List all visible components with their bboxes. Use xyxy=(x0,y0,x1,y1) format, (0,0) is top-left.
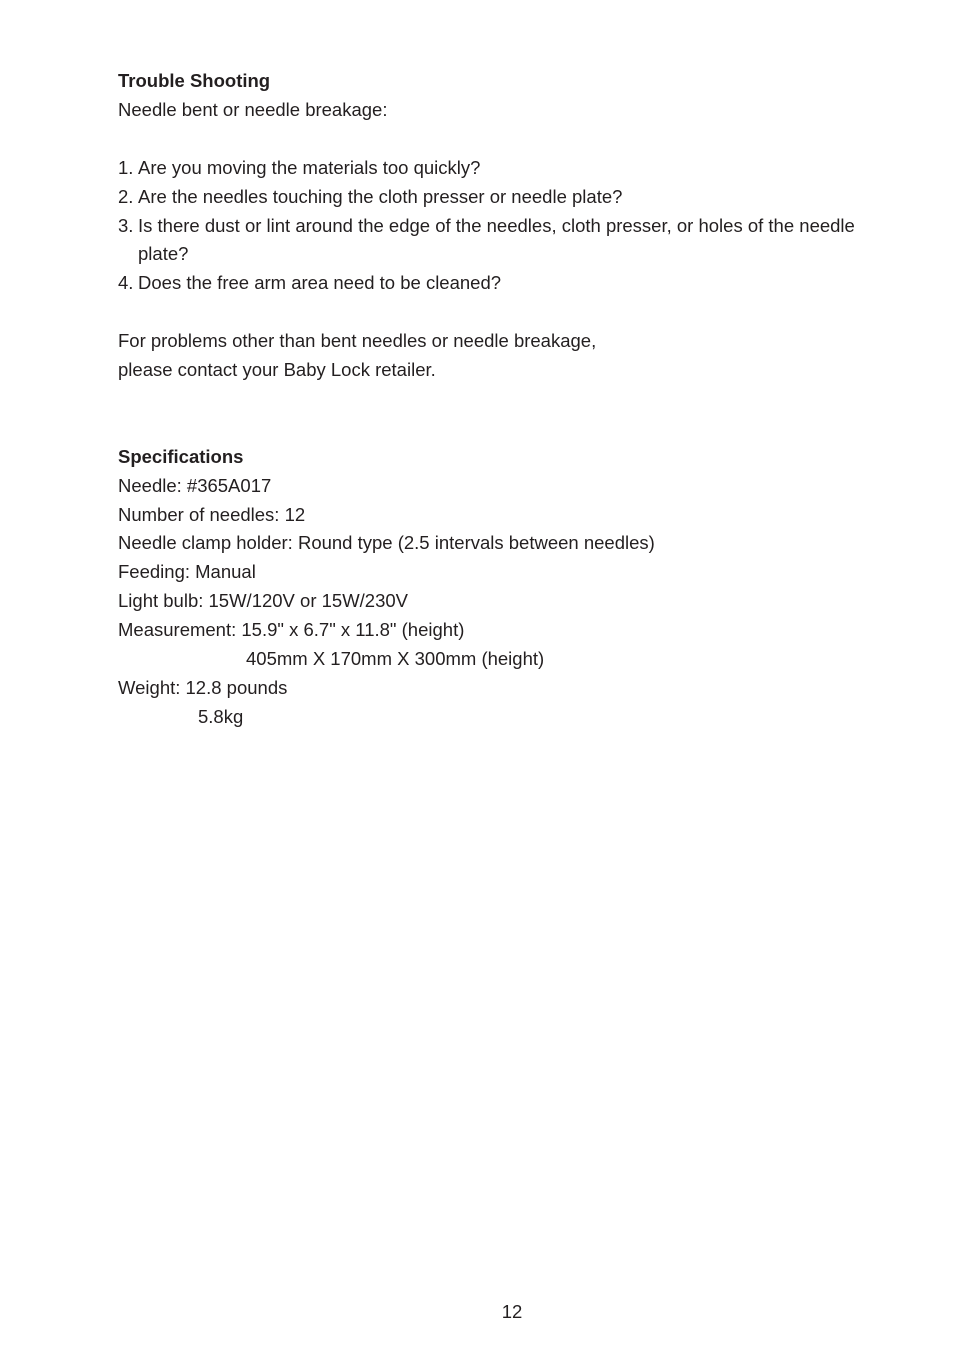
list-item-text: Does the free arm area need to be cleaned? xyxy=(138,272,502,294)
spec-light-bulb: Light bulb: 15W/120V or 15W/230V xyxy=(118,590,409,612)
list-item xyxy=(118,183,898,212)
page-number: 12 xyxy=(501,1301,523,1322)
trouble-intro: Needle bent or needle breakage: xyxy=(118,98,388,120)
list-item-number: 3. xyxy=(118,214,134,236)
specifications-section xyxy=(118,443,898,732)
trouble-note-line-1: For problems other than bent needles or needle breakage, xyxy=(118,330,597,352)
spacer xyxy=(118,125,898,154)
spec-needle: Needle: #365A017 xyxy=(118,474,272,496)
spec-measurement: Measurement: 15.9" x 6.7" x 11.8" (height) xyxy=(118,619,465,641)
list-item xyxy=(118,269,898,298)
list-item xyxy=(118,212,898,270)
trouble-list xyxy=(118,154,898,299)
list-item-text: Are you moving the materials too quickly? xyxy=(138,156,481,178)
spacer xyxy=(118,385,898,443)
spec-weight-metric: 5.8kg xyxy=(198,705,244,727)
list-item-number: 4. xyxy=(118,272,134,294)
spec-number-of-needles: Number of needles: 12 xyxy=(118,503,306,525)
spec-feeding: Feeding: Manual xyxy=(118,561,256,583)
trouble-shooting-heading: Trouble Shooting xyxy=(118,70,271,91)
list-item-text: Is there dust or lint around the edge of the needles, cloth presser, or holes of the needle plate? xyxy=(138,214,855,265)
list-item xyxy=(118,154,898,183)
spec-measurement-metric: 405mm X 170mm X 300mm (height) xyxy=(246,648,545,670)
spacer xyxy=(118,298,898,327)
spec-weight: Weight: 12.8 pounds xyxy=(118,676,288,698)
list-item-number: 1. xyxy=(118,156,134,178)
trouble-note-line-2: please contact your Baby Lock retailer. xyxy=(118,359,436,381)
spec-needle-clamp-holder: Needle clamp holder: Round type (2.5 intervals between needles) xyxy=(118,532,655,554)
list-item-text: Are the needles touching the cloth presser or needle plate? xyxy=(138,185,623,207)
page-content xyxy=(118,67,898,732)
trouble-shooting-section xyxy=(118,67,898,385)
list-item-number: 2. xyxy=(118,185,134,207)
specifications-heading: Specifications xyxy=(118,445,244,467)
